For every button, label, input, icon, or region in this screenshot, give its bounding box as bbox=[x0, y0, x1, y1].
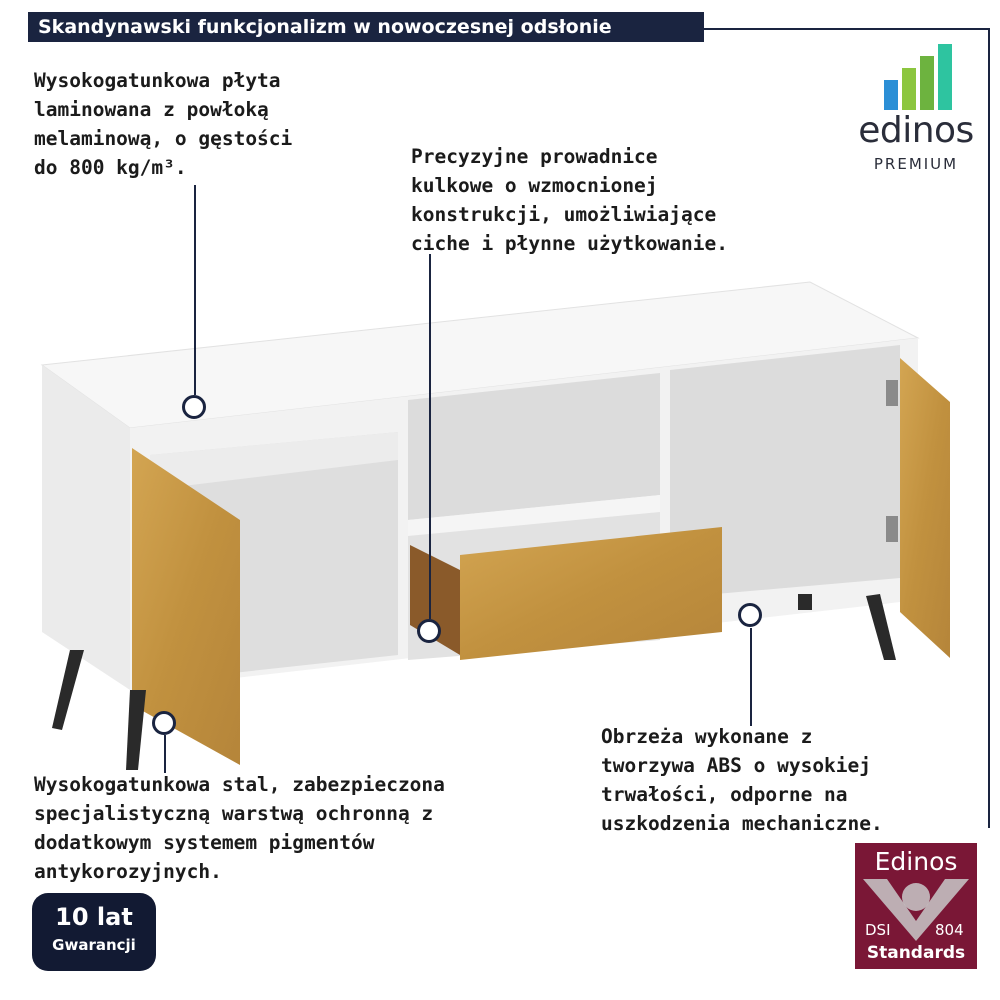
callout-runners: Precyzyjne prowadnice kulkowe o wzmocnionej konstrukcji, umożliwiające ciche i płynne użytkowanie. bbox=[411, 145, 728, 255]
leader-edges bbox=[750, 628, 752, 726]
warranty-label: Gwarancji bbox=[52, 936, 136, 954]
marker-steel bbox=[152, 711, 176, 735]
header-title: Skandynawski funkcjonalizm w nowoczesnej odsłonie bbox=[28, 12, 704, 42]
leader-runners bbox=[429, 254, 431, 619]
standards-brand: Edinos bbox=[874, 847, 958, 876]
marker-board bbox=[182, 395, 206, 419]
marker-runners bbox=[417, 619, 441, 643]
callout-board: Wysokogatunkowa płyta laminowana z powłoką melaminową, o gęstości do 800 kg/m³. bbox=[34, 69, 293, 179]
warranty-badge bbox=[32, 893, 156, 971]
warranty-years: 10 lat bbox=[55, 903, 133, 931]
marker-edges bbox=[738, 603, 762, 627]
leader-steel bbox=[164, 735, 166, 773]
standards-label: Standards bbox=[866, 943, 966, 963]
logo-tier: PREMIUM bbox=[873, 155, 959, 173]
standards-code-right: 804 bbox=[935, 921, 964, 939]
logo-brand: edinos bbox=[858, 110, 974, 151]
callout-steel: Wysokogatunkowa stal, zabezpieczona specjalistyczną warstwą ochronną z dodatkowym systemem pigmentów antykorozyjnych. bbox=[34, 773, 445, 883]
leader-board bbox=[194, 185, 196, 395]
standards-code-left: DSI bbox=[865, 921, 891, 939]
callout-edges: Obrzeża wykonane z tworzywa ABS o wysokiej trwałości, odporne na uszkodzenia mechaniczne. bbox=[601, 725, 883, 835]
standards-badge bbox=[855, 843, 977, 969]
